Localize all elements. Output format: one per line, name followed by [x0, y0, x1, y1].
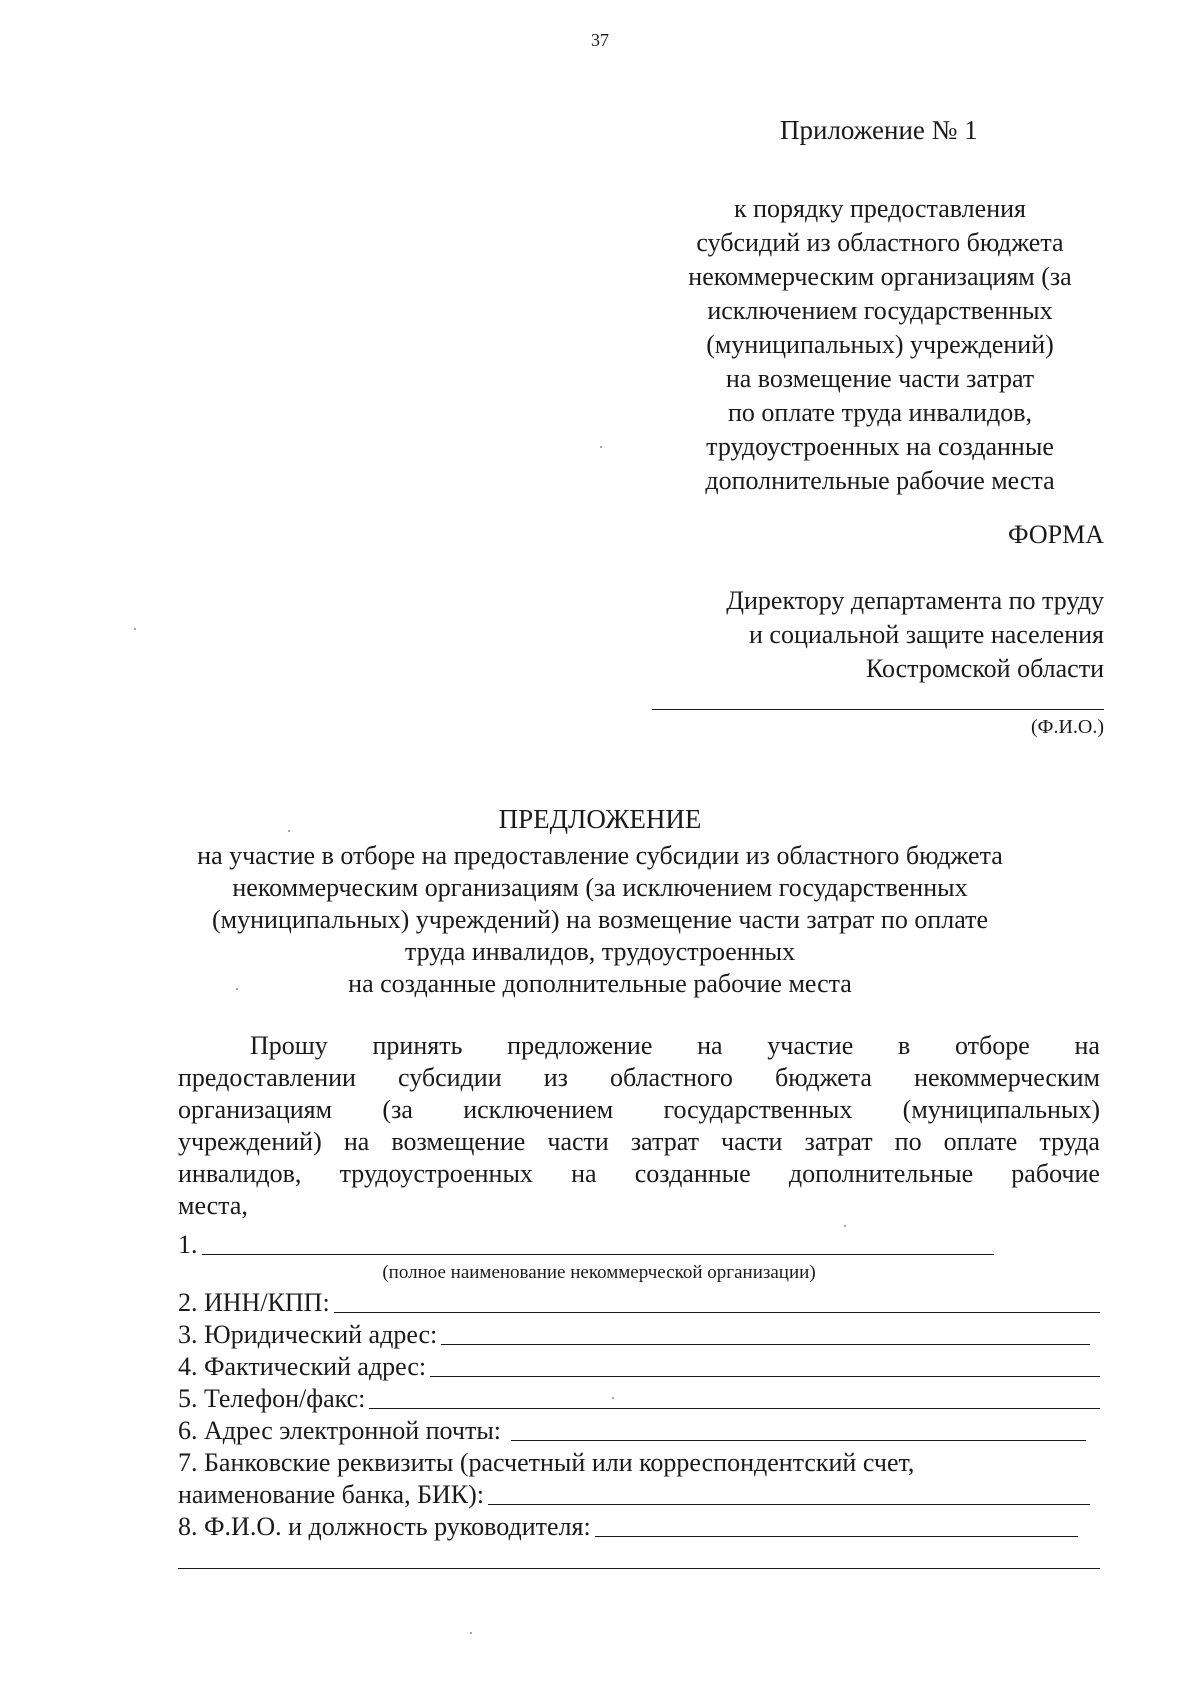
- field-label: 2. ИНН/КПП:: [178, 1288, 330, 1317]
- subtitle-line: (муниципальных) учреждений) на возмещение части затрат по оплате: [211, 905, 988, 934]
- paragraph-word: некоммерческим: [914, 1063, 1100, 1092]
- paragraph-word: предоставлении: [178, 1063, 356, 1092]
- scan-speck: [236, 988, 238, 990]
- addressee-line: Директору департамента по труду: [726, 586, 1104, 615]
- paragraph-line: [178, 1030, 1100, 1062]
- paragraph-word: в: [897, 1031, 911, 1060]
- paragraph-word: на: [697, 1031, 723, 1060]
- annex-title: Приложение № 1: [780, 115, 978, 145]
- paragraph-word: из: [543, 1063, 568, 1092]
- field-label: 3. Юридический адрес:: [178, 1320, 438, 1349]
- paragraph-word: предложение: [507, 1031, 653, 1060]
- paragraph-word: инвалидов,: [178, 1159, 302, 1188]
- email-input-line[interactable]: [511, 1440, 1086, 1441]
- scan-speck: [470, 1632, 472, 1634]
- page-number: 37: [591, 30, 609, 50]
- paragraph-word: трудоустроенных: [339, 1159, 533, 1188]
- subtitle-line: труда инвалидов, трудоустроенных: [404, 937, 796, 966]
- paragraph-word: участие: [767, 1031, 854, 1060]
- addressee-line: Костромской области: [865, 654, 1104, 683]
- scan-speck: [288, 830, 290, 832]
- paragraph-word: созданные: [634, 1159, 751, 1188]
- field-bank-details-intro: [178, 1446, 1100, 1478]
- scan-speck: [844, 1225, 846, 1227]
- paragraph-word: затрат: [630, 1127, 699, 1156]
- paragraph-word: исключением: [463, 1095, 614, 1124]
- subtitle-line: некоммерческим организациям (за исключением государственных: [232, 873, 968, 902]
- annex-line: субсидий из областного бюджета: [696, 228, 1064, 257]
- field-director: [178, 1510, 1100, 1542]
- paragraph-line: [178, 1094, 1100, 1126]
- paragraph-word: принять: [372, 1031, 463, 1060]
- paragraph-line: места,: [178, 1191, 248, 1220]
- subtitle-line: на созданные дополнительные рабочие места: [348, 969, 852, 998]
- paragraph-word: затрат: [804, 1127, 873, 1156]
- paragraph-word: возмещение: [391, 1127, 526, 1156]
- paragraph-word: рабочие: [1011, 1159, 1100, 1188]
- field-organization-name: [178, 1228, 1100, 1260]
- field-legal-address: [178, 1318, 1100, 1350]
- scan-speck: [134, 628, 136, 630]
- paragraph-word: отборе: [954, 1031, 1030, 1060]
- field-phone-fax: [178, 1382, 1100, 1414]
- addressee-fio-line[interactable]: [652, 709, 1104, 710]
- annex-line: по оплате труда инвалидов,: [728, 398, 1032, 427]
- legal-address-input-line[interactable]: [441, 1344, 1090, 1345]
- paragraph-word: на: [571, 1159, 597, 1188]
- paragraph-word: Прошу: [250, 1031, 328, 1060]
- annex-description: [660, 192, 1100, 498]
- field-email: [178, 1414, 1100, 1446]
- scan-speck: [600, 446, 602, 448]
- paragraph-line: [178, 1126, 1100, 1158]
- subtitle-line: на участие в отборе на предоставление субсидии из областного бюджета: [197, 841, 1003, 870]
- field-actual-address: [178, 1350, 1100, 1382]
- field-bank-details: [178, 1478, 1100, 1510]
- annex-line: на возмещение части затрат: [725, 364, 1035, 393]
- bank-details-input-line[interactable]: [488, 1504, 1090, 1505]
- annex-line: дополнительные рабочие места: [705, 466, 1055, 495]
- annex-line: исключением государственных: [707, 296, 1053, 325]
- annex-line: к порядку предоставления: [734, 194, 1026, 223]
- inn-kpp-input-line[interactable]: [334, 1312, 1100, 1313]
- form-label: ФОРМА: [1008, 520, 1104, 549]
- addressee-block: [726, 584, 1104, 686]
- director-continuation-line[interactable]: [178, 1542, 1100, 1569]
- document-heading: ПРЕДЛОЖЕНИЕ: [498, 804, 702, 834]
- field-label: 7. Банковские реквизиты (расчетный или корреспондентский счет,: [178, 1448, 915, 1477]
- paragraph-word: труда: [1039, 1127, 1100, 1156]
- addressee-line: и социальной защите населения: [748, 620, 1104, 649]
- paragraph-word: организациям: [178, 1095, 333, 1124]
- field-label: 8. Ф.И.О. и должность руководителя:: [178, 1512, 591, 1541]
- field-label: 4. Фактический адрес:: [178, 1352, 427, 1381]
- fio-caption: (Ф.И.О.): [1030, 716, 1104, 738]
- document-subtitle: [180, 840, 1020, 1000]
- paragraph-word: части: [547, 1127, 609, 1156]
- annex-line: некоммерческим организациям (за: [688, 262, 1072, 291]
- field-label: наименование банка, БИК):: [178, 1480, 485, 1509]
- paragraph-word: (муниципальных): [902, 1095, 1100, 1124]
- director-input-line[interactable]: [595, 1536, 1078, 1537]
- paragraph-word: бюджета: [775, 1063, 872, 1092]
- paragraph-word: дополнительные: [788, 1159, 974, 1188]
- paragraph-word: учреждений): [178, 1127, 322, 1156]
- paragraph-word: оплате: [943, 1127, 1018, 1156]
- paragraph-word: на: [343, 1127, 370, 1156]
- field-label: 6. Адрес электронной почты:: [178, 1416, 502, 1445]
- organization-name-input-line[interactable]: [202, 1254, 995, 1255]
- organization-name-caption: (полное наименование некоммерческой организации): [382, 1262, 816, 1283]
- annex-line: трудоустроенных на созданные: [706, 432, 1054, 461]
- request-paragraph: [178, 1030, 1100, 1222]
- paragraph-line: [178, 1158, 1100, 1190]
- scan-speck: [612, 1397, 614, 1399]
- phone-fax-input-line[interactable]: [369, 1408, 1100, 1409]
- paragraph-word: части: [721, 1127, 783, 1156]
- paragraph-word: по: [894, 1127, 922, 1156]
- paragraph-word: областного: [610, 1063, 733, 1092]
- paragraph-word: на: [1074, 1031, 1100, 1060]
- paragraph-line: [178, 1062, 1100, 1094]
- actual-address-input-line[interactable]: [430, 1376, 1100, 1377]
- annex-line: (муниципальных) учреждений): [706, 330, 1054, 359]
- field-label: 5. Телефон/факс:: [178, 1384, 366, 1413]
- application-fields: [178, 1228, 1100, 1569]
- field-inn-kpp: [178, 1286, 1100, 1318]
- paragraph-word: государственных: [663, 1095, 853, 1124]
- paragraph-word: (за: [382, 1095, 413, 1124]
- paragraph-word: субсидии: [398, 1063, 502, 1092]
- field-label: 1.: [178, 1230, 198, 1259]
